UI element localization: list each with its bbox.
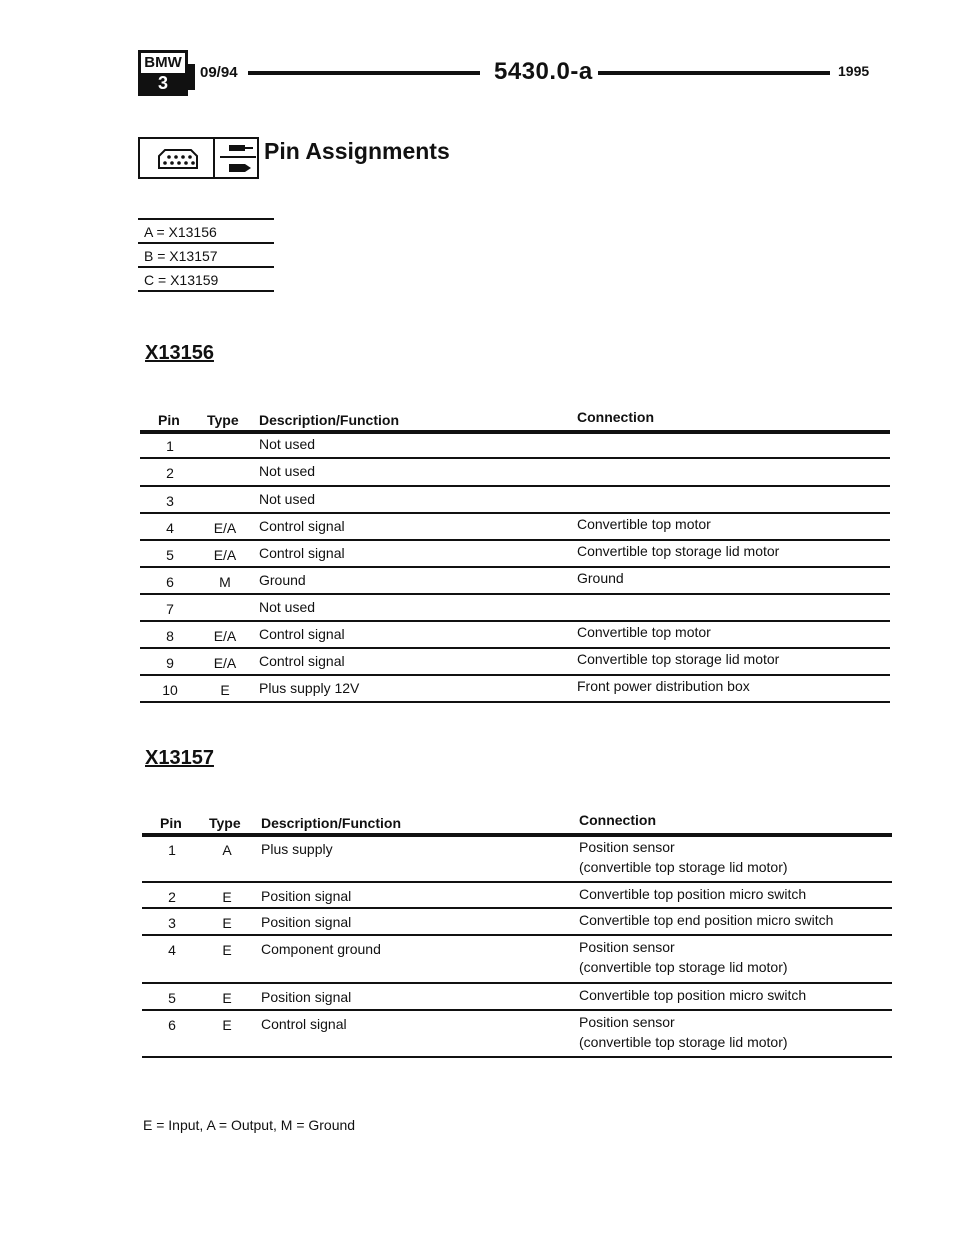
table-row (142, 984, 892, 1011)
pin-description: Control signal (259, 545, 345, 561)
pin-connection-detail: (convertible top storage lid motor) (579, 859, 788, 875)
pin-type: E/A (213, 547, 237, 563)
row-divider (140, 701, 890, 703)
column-header-connection: Connection (579, 812, 656, 828)
pin-description: Position signal (261, 989, 352, 1005)
table-row (142, 883, 892, 909)
pin-type: E/A (213, 628, 237, 644)
table-row (140, 568, 890, 595)
pin-type: E (222, 1017, 232, 1033)
table-row (142, 936, 892, 984)
connector-title-x13156: X13156 (145, 342, 214, 364)
pin-plug-icon (220, 142, 256, 176)
pin-number: 7 (166, 601, 174, 617)
pin-description: Component ground (261, 941, 381, 957)
pin-connection: Front power distribution box (577, 678, 750, 694)
pin-number: 1 (166, 438, 174, 454)
row-divider (142, 1056, 892, 1058)
header-rule-left (248, 71, 480, 75)
table-row (140, 514, 890, 541)
pin-number: 10 (162, 682, 178, 698)
pin-type: E/A (213, 520, 237, 536)
column-header-connection: Connection (577, 409, 654, 425)
pin-number: 2 (166, 465, 174, 481)
pin-description: Control signal (259, 653, 345, 669)
bmw-3-series-logo (138, 50, 188, 96)
pin-type: E (222, 990, 232, 1006)
pin-number: 6 (168, 1017, 176, 1033)
pin-number: 5 (166, 547, 174, 563)
header-date: 09/94 (200, 64, 238, 81)
document-number: 5430.0-a (494, 58, 593, 85)
pin-type: E (220, 682, 230, 698)
pin-description: Control signal (259, 518, 345, 534)
section-icon-box (138, 137, 259, 179)
column-header-description: Description/Function (261, 815, 401, 831)
pin-number: 9 (166, 655, 174, 671)
logo-brand-text: BMW (141, 53, 185, 76)
pin-description: Plus supply (261, 841, 333, 857)
pin-type: M (219, 574, 231, 590)
table-row (140, 432, 890, 459)
pin-type: E (222, 942, 232, 958)
pin-connection: Convertible top motor (577, 624, 711, 640)
pin-connection: Position sensor (579, 1014, 675, 1030)
table-row (142, 1011, 892, 1058)
pin-connection: Convertible top position micro switch (579, 987, 807, 1003)
connector-title-x13157: X13157 (145, 747, 214, 769)
table-row (140, 487, 890, 514)
pin-type: E/A (213, 655, 237, 671)
pin-connection-detail: (convertible top storage lid motor) (579, 959, 788, 975)
pin-description: Not used (259, 491, 316, 507)
column-header-type: Type (209, 815, 241, 831)
pin-number: 3 (166, 493, 174, 509)
column-header-type: Type (207, 412, 239, 428)
pin-connection: Convertible top end position micro switch (579, 912, 834, 928)
legend-item-a: A = X13156 (138, 218, 274, 240)
pin-connection: Position sensor (579, 839, 675, 855)
header-rule-right (598, 71, 830, 75)
pin-number: 4 (168, 942, 176, 958)
pin-number: 1 (168, 842, 176, 858)
logo-side-bar (188, 64, 195, 90)
pin-number: 5 (168, 990, 176, 1006)
pin-type: A (222, 842, 232, 858)
table-row (140, 595, 890, 622)
pin-number: 6 (166, 574, 174, 590)
connector-icon (156, 148, 200, 170)
column-header-description: Description/Function (259, 412, 399, 428)
legend-item-b: B = X13157 (138, 242, 274, 264)
pin-description: Plus supply 12V (259, 680, 360, 696)
column-header-pin: Pin (160, 815, 182, 831)
pin-description: Control signal (259, 626, 345, 642)
pin-connection: Convertible top storage lid motor (577, 651, 780, 667)
pin-description: Position signal (261, 888, 352, 904)
pin-connection: Convertible top position micro switch (579, 886, 807, 902)
pin-connection: Ground (577, 570, 624, 586)
table-row (140, 676, 890, 703)
pin-type: E (222, 915, 232, 931)
table-row (140, 459, 890, 486)
pin-number: 4 (166, 520, 174, 536)
table-row (142, 836, 892, 883)
pin-connection: Convertible top motor (577, 516, 711, 532)
table-row (140, 541, 890, 568)
table-row (140, 649, 890, 676)
section-title: Pin Assignments (264, 138, 450, 164)
pin-number: 8 (166, 628, 174, 644)
pin-type: E (222, 889, 232, 905)
pin-connection-detail: (convertible top storage lid motor) (579, 1034, 788, 1050)
pin-description: Position signal (261, 914, 352, 930)
table-row (142, 909, 892, 936)
pin-number: 2 (168, 889, 176, 905)
pin-connection: Position sensor (579, 939, 675, 955)
pin-description: Not used (259, 463, 316, 479)
pin-description: Not used (259, 436, 316, 452)
pin-connection: Convertible top storage lid motor (577, 543, 780, 559)
pin-description: Control signal (261, 1016, 347, 1032)
pin-number: 3 (168, 915, 176, 931)
header-year: 1995 (838, 63, 870, 79)
legend-item-c: C = X13159 (138, 266, 274, 288)
legend-bottom-rule (138, 290, 274, 292)
icon-divider (213, 139, 215, 177)
legend-footnote: E = Input, A = Output, M = Ground (143, 1117, 356, 1133)
table-row (140, 622, 890, 649)
logo-series-text: 3 (141, 73, 185, 93)
column-header-pin: Pin (158, 412, 180, 428)
pin-description: Ground (259, 572, 306, 588)
pin-description: Not used (259, 599, 316, 615)
